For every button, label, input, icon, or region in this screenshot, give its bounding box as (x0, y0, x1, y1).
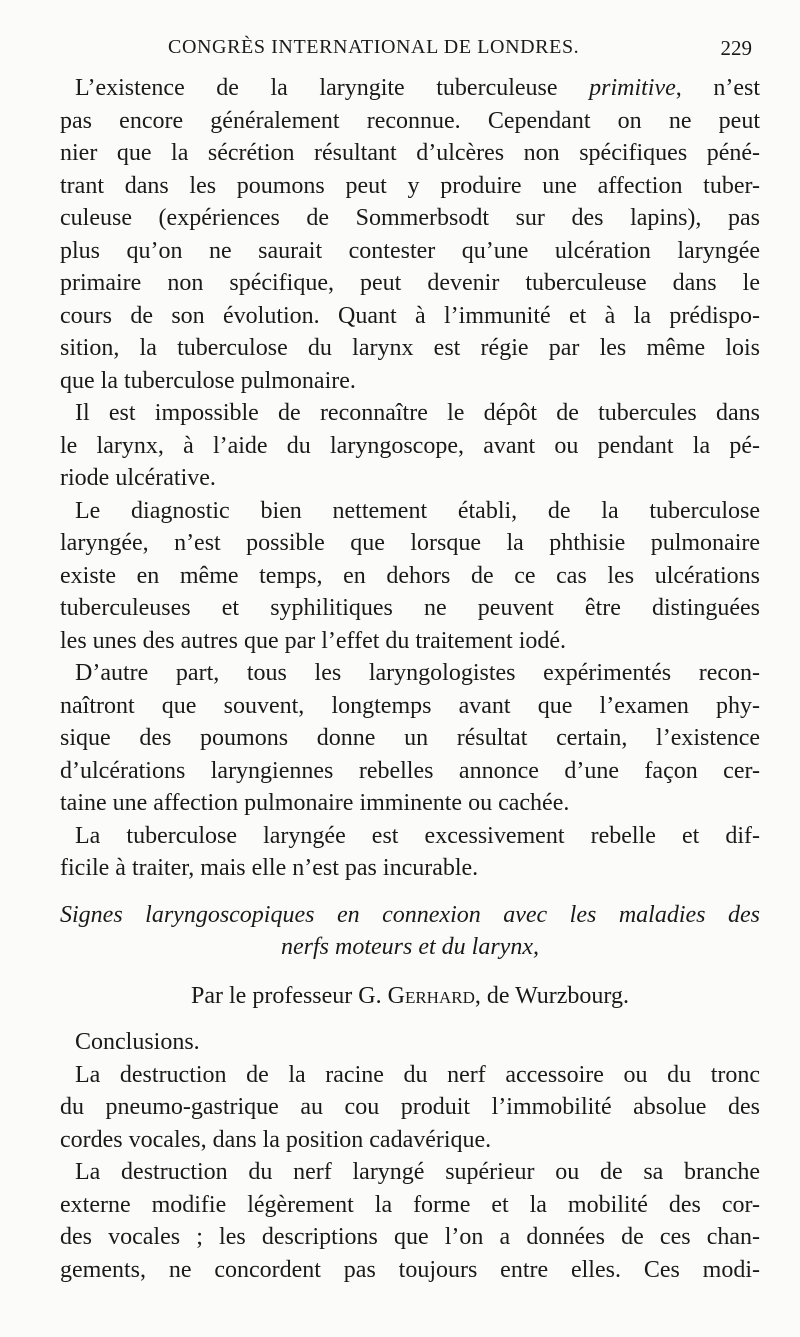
text-line: cordes vocales, dans la position cadavérique. (60, 1126, 492, 1153)
text-line: tuberculeuses et syphilitiques ne peuvent être distinguées (60, 595, 760, 621)
paragraph (60, 72, 760, 397)
text-line: L’existence de la laryngite tuberculeuse primitive, n’est (75, 75, 760, 101)
paragraph (60, 820, 760, 885)
section-title: Signes laryngoscopiques en connexion avec les maladies des (60, 901, 760, 928)
running-header (60, 32, 760, 62)
text-line: D’autre part, tous les laryngologistes expérimentés recon- (75, 660, 760, 686)
paragraph (60, 1156, 760, 1286)
text-line: pas encore généralement reconnue. Cependant on ne peut (60, 107, 760, 134)
text-line: Le diagnostic bien nettement établi, de la tuberculose (75, 497, 760, 524)
paragraph (60, 397, 760, 495)
text-line: Il est impossible de reconnaître le dépôt de tubercules dans (75, 400, 760, 426)
text-line: le larynx, à l’aide du laryngoscope, avant ou pendant la pé- (60, 432, 760, 459)
paragraph (60, 1059, 760, 1157)
byline: Par le professeur G. Gerhard, de Wurzbourg. (191, 982, 629, 1009)
text-line: des vocales ; les descriptions que l’on a données de ces chan- (60, 1224, 760, 1250)
text-line: nier que la sécrétion résultant d’ulcères non spécifiques péné- (60, 140, 760, 166)
text-line: cours de son évolution. Quant à l’immunité et à la prédispo- (60, 302, 760, 329)
emphasis: primitive (589, 75, 676, 101)
text-line: primaire non spécifique, peut devenir tuberculeuse dans le (60, 270, 760, 296)
page-number: 229 (720, 36, 752, 60)
text-line: du pneumo-gastrique au cou produit l’immobilité absolue des (60, 1094, 760, 1120)
author-name: Gerhard (387, 982, 475, 1009)
text-line: sition, la tuberculose du larynx est régie par les même lois (60, 335, 760, 361)
conclusions-label: Conclusions. (75, 1029, 200, 1055)
text-line: d’ulcérations laryngiennes rebelles annonce d’une façon cer- (60, 757, 760, 784)
text-line: taine une affection pulmonaire imminente ou cachée. (60, 790, 570, 816)
text-line: La destruction du nerf laryngé supérieur ou de sa branche (75, 1159, 760, 1185)
text-line: La tuberculose laryngée est excessivement rebelle et dif- (75, 822, 760, 849)
text-line: culeuse (expériences de Sommerbsodt sur des lapins), pas (60, 205, 760, 231)
text-line: plus qu’on ne saurait contester qu’une ulcération laryngée (60, 237, 760, 264)
text-line: que la tuberculose pulmonaire. (60, 367, 356, 394)
text-line: sique des poumons donne un résultat certain, l’existence (60, 725, 760, 751)
section-heading (60, 899, 760, 964)
text-line: La destruction de la racine du nerf accessoire ou du tronc (75, 1061, 760, 1088)
paragraph (60, 495, 760, 658)
text-line: externe modifie légèrement la forme et la mobilité des cor- (60, 1191, 760, 1218)
text-line: riode ulcérative. (60, 465, 216, 491)
paragraph (60, 657, 760, 820)
section-title: nerfs moteurs et du larynx, (281, 934, 539, 960)
running-title: CONGRÈS INTERNATIONAL DE LONDRES. (168, 36, 580, 58)
text-line: existe en même temps, en dehors de ce cas les ulcérations (60, 562, 760, 589)
text-line: gements, ne concordent pas toujours entre elles. Ces modi- (60, 1256, 760, 1283)
text-line: laryngée, n’est possible que lorsque la phthisie pulmonaire (60, 530, 760, 556)
body-text (60, 72, 760, 1286)
text-line: ficile à traiter, mais elle n’est pas incurable. (60, 855, 479, 881)
text-line: trant dans les poumons peut y produire une affection tuber- (60, 172, 760, 199)
text-line: naîtront que souvent, longtemps avant que l’examen phy- (60, 692, 760, 719)
text-line: les unes des autres que par l’effet du traitement iodé. (60, 627, 567, 654)
